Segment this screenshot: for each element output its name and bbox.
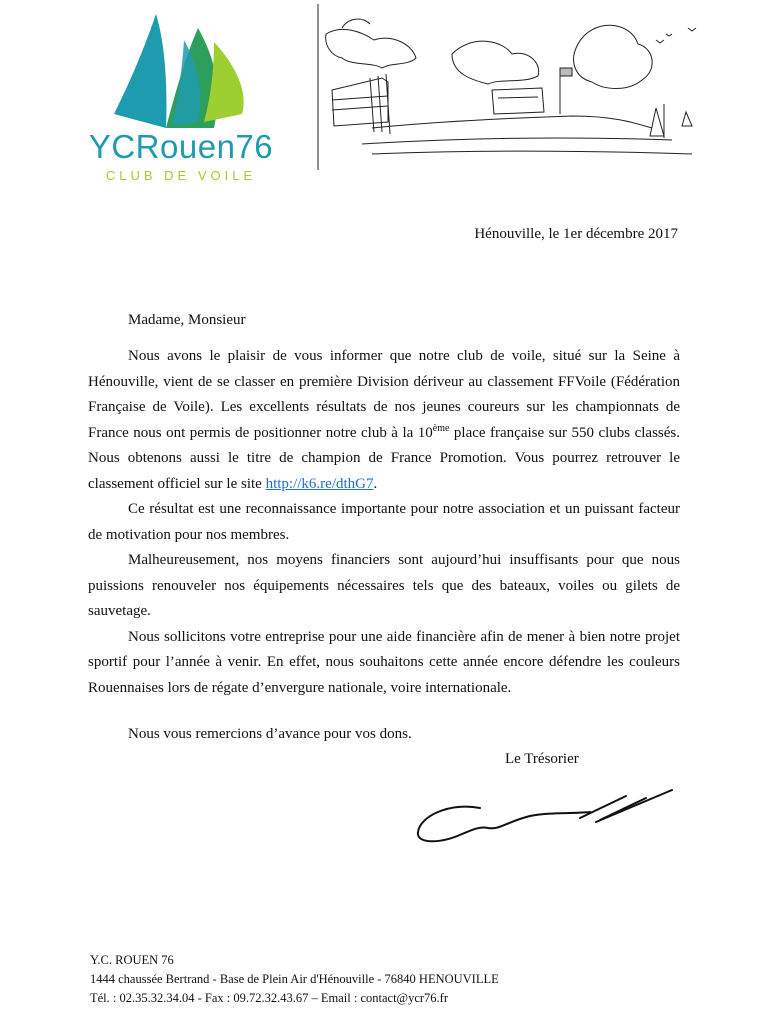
paragraph-2: Ce résultat est une reconnaissance importante pour notre association et un puissant facteur de motivation pour nos membres.	[88, 501, 680, 543]
sail-icon	[86, 10, 276, 135]
clubhouse-sketch	[312, 4, 732, 170]
closing-thanks: Nous vous remercions d’avance pour vos dons.	[128, 726, 412, 742]
paragraph-3: Malheureusement, nos moyens financiers sont aujourd’hui insuffisants pour que nous puissions renouveler nos équipements nécessaires tels que des bateaux, voiles ou gilets de sauvetage.	[88, 552, 680, 619]
logo-subtitle: CLUB DE VOILE	[105, 168, 257, 183]
footer-address: 1444 chaussée Bertrand - Base de Plein Air d'Hénouville - 76840 HENOUVILLE	[90, 972, 499, 986]
paragraph-1-text-cont: place française sur 550 clubs classés. Nous obtenons aussi le titre de champion de France Promotion. Vous pourrez retrouver le classement officiel sur le site	[88, 424, 680, 492]
club-logo	[86, 10, 276, 183]
handwritten-signature	[410, 782, 680, 854]
paragraph-1-end: .	[373, 475, 378, 492]
paragraph-1	[88, 344, 680, 497]
paragraph-1-text: Nous avons le plaisir de vous informer que notre club de voile, situé sur la Seine à Hénouville, vient de se classer en première Division dériveur au classement FFVoile (Fédération Française de Voile). Les excellents résultats de nos jeunes coureurs sur les championnats de France nous ont permis de positionner notre club à la 10	[88, 348, 680, 441]
letter-body	[88, 344, 680, 701]
footer	[90, 951, 499, 1008]
ordinal-suffix: ème	[432, 422, 450, 434]
salutation: Madame, Monsieur	[128, 312, 246, 328]
letter-date: Hénouville, le 1er décembre 2017	[474, 226, 678, 242]
signer-title: Le Trésorier	[505, 751, 579, 767]
paragraph-4: Nous sollicitons votre entreprise pour une aide financière afin de mener à bien notre projet sportif pour l’année à venir. En effet, nous souhaitons cette année encore défendre les couleurs Rouennaises lors de régate d’envergure nationale, voire internationale.	[88, 628, 680, 696]
footer-name: Y.C. ROUEN 76	[90, 953, 174, 967]
logo-name: YCRouen76	[88, 128, 274, 165]
footer-contact: Tél. : 02.35.32.34.04 - Fax : 09.72.32.43.67 – Email : contact@ycr76.fr	[90, 991, 448, 1005]
ranking-link[interactable]: http://k6.re/dthG7	[265, 475, 374, 492]
